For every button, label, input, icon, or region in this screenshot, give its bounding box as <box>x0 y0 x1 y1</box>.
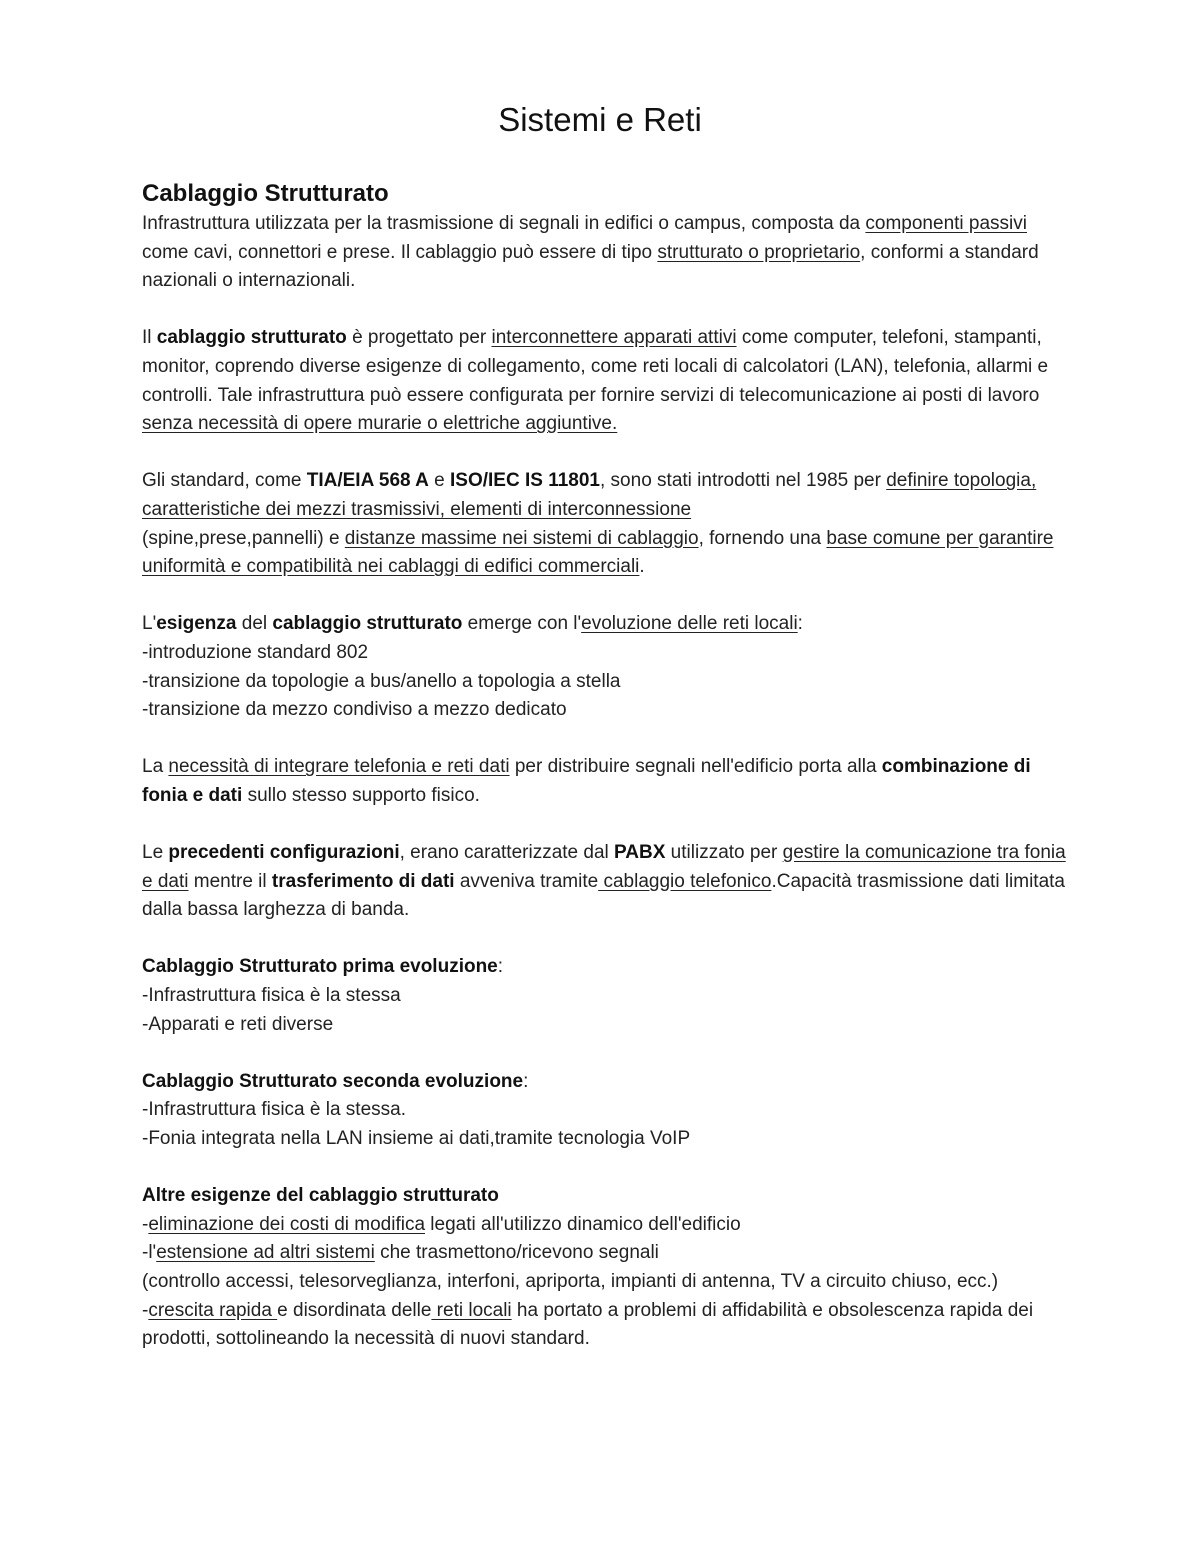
text-span: che trasmettono/ricevono segnali <box>374 1242 659 1264</box>
underlined-text: senza necessità di opere murarie o elettriche aggiuntive. <box>142 413 618 435</box>
paragraph-purpose <box>142 324 1077 438</box>
document-body <box>142 176 1077 1354</box>
bold-text: ISO/IEC IS 11801 <box>450 470 600 492</box>
underlined-text: base comune per garantire uniformità e compatibilità nei cablaggi di edifici commerciali <box>142 527 1054 578</box>
text-span: , fornendo una <box>698 527 827 549</box>
text-span: : <box>497 956 504 978</box>
underlined-text: eliminazione dei costi di modifica <box>148 1213 426 1235</box>
paragraph-standards <box>142 467 1077 581</box>
underlined-text: necessità di integrare telefonia e reti dati <box>168 756 510 778</box>
document-title: Sistemi e Reti <box>498 101 702 138</box>
bold-text: precedenti configurazioni <box>168 842 400 864</box>
underlined-text: gestire la comunicazione tra fonia e dati <box>142 842 1066 892</box>
list-item: -Apparati e reti diverse <box>142 1013 334 1035</box>
underlined-text: reti locali <box>431 1299 512 1321</box>
list-item: -transizione da mezzo condiviso a mezzo dedicato <box>142 699 567 721</box>
paragraph-first-evolution <box>142 953 1077 1039</box>
text-span: emerge con l' <box>462 613 582 635</box>
text-span: è progettato per <box>346 327 492 349</box>
underlined-text: definire topologia, caratteristiche dei mezzi trasmissivi, elementi di interconnessione <box>142 470 1037 520</box>
underlined-text: strutturato o proprietario <box>657 241 861 263</box>
subheading: Cablaggio Strutturato prima evoluzione <box>142 956 498 978</box>
bold-text: trasferimento di dati <box>271 870 455 892</box>
underlined-text: componenti passivi <box>865 213 1027 234</box>
paragraph-previous-configs <box>142 839 1077 925</box>
text-span: come cavi, connettori e prese. Il cablaggio può essere di tipo <box>142 241 658 263</box>
bold-text: TIA/EIA 568 A <box>306 470 429 492</box>
underlined-text: distanze massime nei sistemi di cablaggio <box>344 527 699 549</box>
paragraph-other-needs <box>142 1182 1077 1354</box>
list-item: -transizione da topologie a bus/anello a topologia a stella <box>142 670 621 692</box>
underlined-text: interconnettere apparati attivi <box>491 327 737 349</box>
text-span: , erano caratterizzate dal <box>399 842 615 864</box>
paragraph-need <box>142 610 1077 724</box>
subheading: Cablaggio Strutturato seconda evoluzione <box>142 1070 524 1092</box>
bold-text: cablaggio strutturato <box>156 327 347 349</box>
text-span: sullo stesso supporto fisico. <box>242 784 480 806</box>
list-item: -introduzione standard 802 <box>142 641 369 663</box>
text-span: .Capacità trasmissione dati limitata dalla bassa larghezza di banda. <box>142 870 1066 921</box>
text-span: mentre il <box>188 870 272 892</box>
list-item: -Infrastruttura fisica è la stessa. <box>142 1099 406 1121</box>
text-span: Gli standard, come <box>142 470 307 492</box>
text-span: come computer, telefoni, stampanti, monitor, coprendo diverse esigenze di collegamento, come reti locali di calcolatori (LAN), telefonia, allarmi e controlli. Tale infrastruttura può essere configurata per fornire servizi di telecomunicazione ai posti di lavoro <box>142 327 1049 406</box>
text-span: , sono stati introdotti nel 1985 per <box>600 470 887 492</box>
bold-text: cablaggio strutturato <box>272 613 463 635</box>
list-item: -Fonia integrata nella LAN insieme ai dati,tramite tecnologia VoIP <box>142 1128 691 1149</box>
section-heading: Cablaggio Strutturato <box>142 180 389 207</box>
text-span: e <box>428 470 451 492</box>
underlined-text: cablaggio telefonico <box>598 870 772 892</box>
text-span: per distribuire segnali nell'edificio porta alla <box>509 756 882 778</box>
underlined-text: estensione ad altri sistemi <box>156 1242 375 1264</box>
text-span: avveniva tramite <box>454 870 599 892</box>
text-span: del <box>236 613 273 635</box>
text-span: - <box>142 1213 149 1235</box>
text-span: La <box>142 756 169 778</box>
text-span: Infrastruttura utilizzata per la trasmissione di segnali in edifici o campus, composta da <box>142 213 866 234</box>
text-span: ha portato a problemi di affidabilità e obsolescenza rapida dei prodotti, sottolineando la necessità di nuovi standard. <box>142 1299 1034 1350</box>
text-span: utilizzato per <box>665 842 783 864</box>
subheading: Altre esigenze del cablaggio strutturato <box>142 1185 499 1207</box>
text-span: legati all'utilizzo dinamico dell'edificio <box>425 1213 741 1235</box>
text-span: (spine,prese,pannelli) e <box>142 527 345 549</box>
bold-text: PABX <box>614 842 666 864</box>
text-span: Le <box>142 842 169 864</box>
underlined-text: evoluzione delle reti locali <box>581 613 798 635</box>
bold-text: esigenza <box>156 613 237 635</box>
text-span: - <box>142 1299 149 1321</box>
text-span: -l' <box>142 1242 157 1264</box>
paragraph-integration <box>142 753 1077 810</box>
underlined-text: crescita rapida <box>148 1299 278 1321</box>
paragraph-definition <box>142 210 1077 296</box>
text-span: : <box>523 1070 529 1092</box>
text-span: e disordinata delle <box>277 1299 432 1321</box>
text-span: : <box>797 613 803 635</box>
text-span: . <box>639 556 645 578</box>
paragraph-second-evolution <box>142 1068 1077 1154</box>
list-item: -Infrastruttura fisica è la stessa <box>142 985 401 1007</box>
text-span: Il <box>142 327 157 349</box>
text-span: , conformi a standard nazionali o internazionali. <box>142 241 1039 292</box>
text-span: L' <box>142 613 157 635</box>
text-span: (controllo accessi, telesorveglianza, interfoni, apriporta, impianti di antenna, TV a circuito chiuso, ecc.) <box>142 1270 999 1292</box>
bold-text: combinazione di fonia e dati <box>142 756 1031 806</box>
